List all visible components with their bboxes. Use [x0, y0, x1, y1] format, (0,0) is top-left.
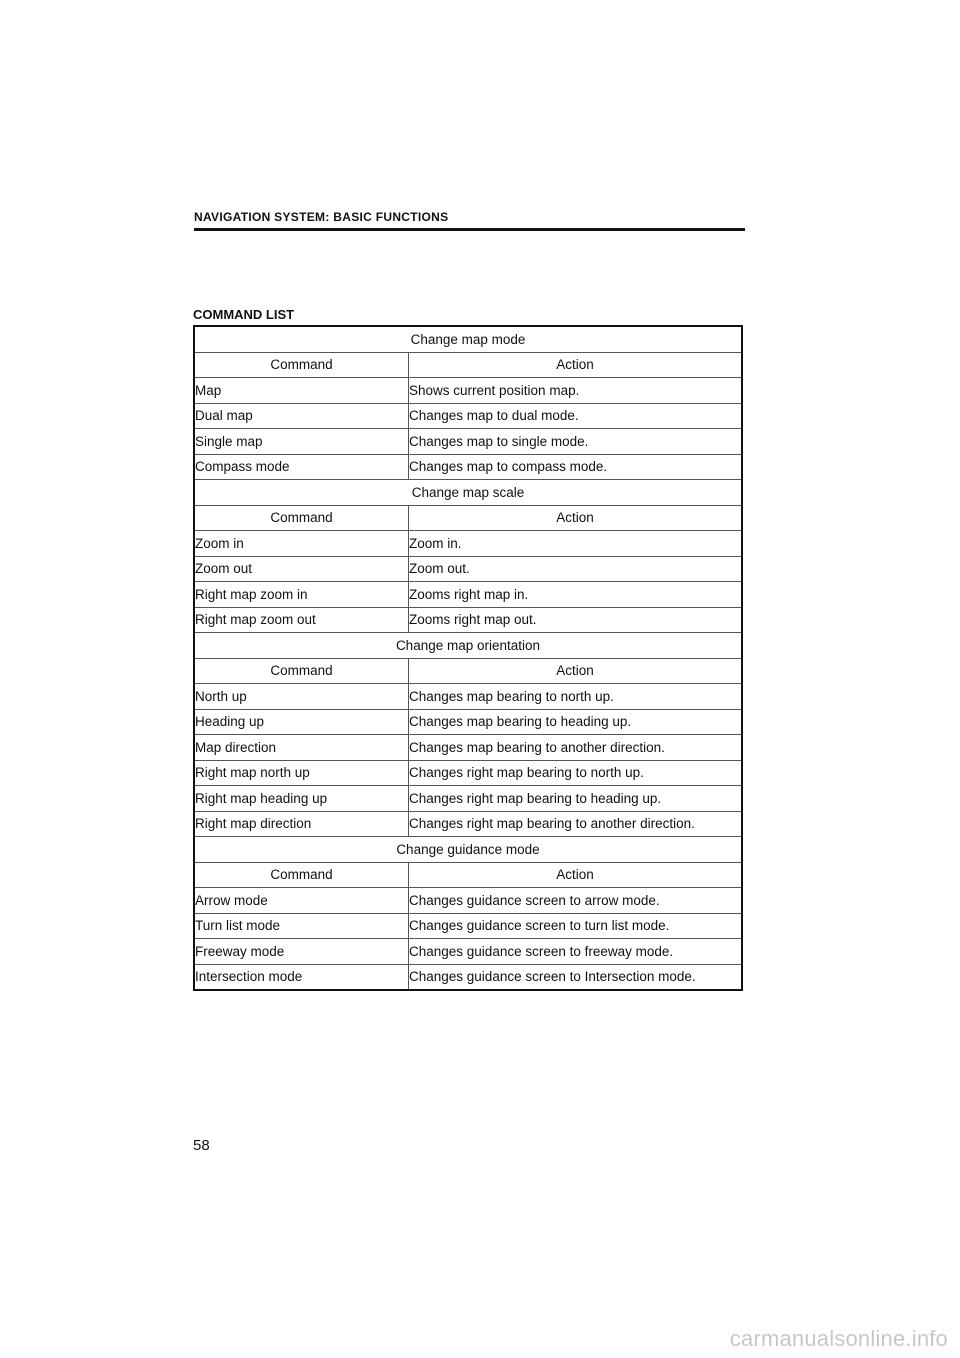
column-header-row	[194, 352, 742, 378]
command-cell: Map	[194, 378, 409, 404]
group-title-row	[194, 837, 742, 863]
action-cell: Changes map to single mode.	[409, 429, 743, 455]
column-header-command: Command	[194, 862, 409, 888]
action-cell: Changes map bearing to another direction.	[409, 735, 743, 761]
action-cell: Zoom in.	[409, 531, 743, 557]
column-header-action: Action	[409, 862, 743, 888]
command-cell: Right map north up	[194, 760, 409, 786]
column-header-action: Action	[409, 658, 743, 684]
table-row	[194, 811, 742, 837]
command-cell: Zoom in	[194, 531, 409, 557]
command-cell: Dual map	[194, 403, 409, 429]
command-cell: Map direction	[194, 735, 409, 761]
command-cell: Right map heading up	[194, 786, 409, 812]
table-row	[194, 735, 742, 761]
group-title-row	[194, 326, 742, 352]
table-row	[194, 582, 742, 608]
group-title: Change guidance mode	[194, 837, 742, 863]
action-cell: Changes right map bearing to another direction.	[409, 811, 743, 837]
command-table	[193, 325, 743, 991]
command-cell: Arrow mode	[194, 888, 409, 914]
command-cell: Compass mode	[194, 454, 409, 480]
table-row	[194, 709, 742, 735]
command-cell: Right map zoom in	[194, 582, 409, 608]
group-title: Change map mode	[194, 326, 742, 352]
action-cell: Changes guidance screen to arrow mode.	[409, 888, 743, 914]
column-header-command: Command	[194, 352, 409, 378]
command-cell: Single map	[194, 429, 409, 455]
action-cell: Changes guidance screen to turn list mode.	[409, 913, 743, 939]
column-header-action: Action	[409, 352, 743, 378]
group-title-row	[194, 633, 742, 659]
action-cell: Changes guidance screen to Intersection mode.	[409, 964, 743, 990]
command-list-title: COMMAND LIST	[193, 307, 295, 322]
group-title-row	[194, 480, 742, 506]
action-cell: Changes map to dual mode.	[409, 403, 743, 429]
action-cell: Changes right map bearing to heading up.	[409, 786, 743, 812]
table-row	[194, 403, 742, 429]
command-cell: Right map zoom out	[194, 607, 409, 633]
table-row	[194, 913, 742, 939]
table-row	[194, 531, 742, 557]
action-cell: Zooms right map in.	[409, 582, 743, 608]
section-header: NAVIGATION SYSTEM: BASIC FUNCTIONS	[194, 210, 449, 224]
group-title: Change map scale	[194, 480, 742, 506]
action-cell: Changes map bearing to north up.	[409, 684, 743, 710]
table-row	[194, 964, 742, 990]
table-row	[194, 556, 742, 582]
table-row	[194, 429, 742, 455]
action-cell: Zooms right map out.	[409, 607, 743, 633]
action-cell: Changes map to compass mode.	[409, 454, 743, 480]
command-cell: Freeway mode	[194, 939, 409, 965]
action-cell: Changes guidance screen to freeway mode.	[409, 939, 743, 965]
command-cell: Intersection mode	[194, 964, 409, 990]
table-row	[194, 760, 742, 786]
command-cell: North up	[194, 684, 409, 710]
column-header-command: Command	[194, 505, 409, 531]
column-header-row	[194, 505, 742, 531]
table-row	[194, 888, 742, 914]
header-rule	[194, 228, 745, 231]
table-row	[194, 454, 742, 480]
column-header-command: Command	[194, 658, 409, 684]
command-cell: Right map direction	[194, 811, 409, 837]
command-cell: Zoom out	[194, 556, 409, 582]
group-title: Change map orientation	[194, 633, 742, 659]
action-cell: Zoom out.	[409, 556, 743, 582]
action-cell: Shows current position map.	[409, 378, 743, 404]
column-header-action: Action	[409, 505, 743, 531]
page-number: 58	[193, 1137, 210, 1154]
watermark-link[interactable]: carmanualsonline.info	[729, 1326, 948, 1351]
table-row	[194, 378, 742, 404]
action-cell: Changes map bearing to heading up.	[409, 709, 743, 735]
table-row	[194, 607, 742, 633]
table-row	[194, 684, 742, 710]
command-cell: Turn list mode	[194, 913, 409, 939]
column-header-row	[194, 862, 742, 888]
column-header-row	[194, 658, 742, 684]
table-row	[194, 786, 742, 812]
command-cell: Heading up	[194, 709, 409, 735]
action-cell: Changes right map bearing to north up.	[409, 760, 743, 786]
table-row	[194, 939, 742, 965]
